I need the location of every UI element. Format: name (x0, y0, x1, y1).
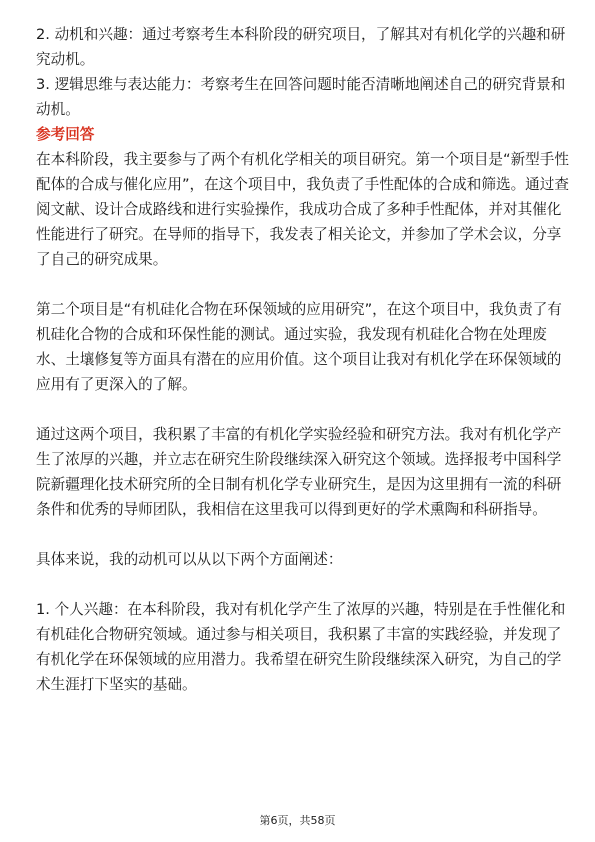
paragraph-3 (36, 422, 566, 522)
text-line: 2. 动机和兴趣：通过考察考生本科阶段的研究项目，了解其对有机化学的兴趣和研 (36, 26, 566, 43)
text-line: 具体来说，我的动机可以从以下两个方面阐述： (36, 551, 343, 568)
text-line: 术生涯打下坚实的基础。 (36, 676, 197, 693)
text-line: 条件和优秀的导师团队，我相信在这里我可以得到更好的学术熏陶和科研指导。 (36, 501, 547, 518)
paragraph-2 (36, 297, 566, 397)
paragraph-gap (36, 272, 566, 297)
text-line: 有机化学在环保领域的应用潜力。我希望在研究生阶段继续深入研究，为自己的学 (36, 651, 562, 668)
text-line: 3. 逻辑思维与表达能力：考察考生在回答问题时能否清晰地阐述自己的研究背景和 (36, 76, 566, 93)
text-line: 第二个项目是“有机硅化合物在环保领域的应用研究”，在这个项目中，我负责了有 (36, 301, 562, 318)
answer-heading: 参考回答 (36, 126, 95, 143)
text-line: 了自己的研究成果。 (36, 251, 168, 268)
text-line: 动机。 (36, 101, 80, 118)
point-3 (36, 72, 566, 122)
text-line: 院新疆理化技术研究所的全日制有机化学专业研究生，是因为这里拥有一流的科研 (36, 476, 562, 493)
text-line: 机硅化合物的合成和环保性能的测试。通过实验，我发现有机硅化合物在处理废 (36, 326, 547, 343)
page-number: 第6页，共58页 (259, 814, 336, 827)
paragraph-1 (36, 147, 569, 272)
text-line: 性能进行了研究。在导师的指导下，我发表了相关论文，并参加了学术会议，分享 (36, 226, 562, 243)
paragraph-gap (36, 522, 566, 547)
document-page (36, 22, 569, 697)
text-line: 水、土壤修复等方面具有潜在的应用价值。这个项目让我对有机化学在环保领域的 (36, 351, 562, 368)
text-line: 在本科阶段，我主要参与了两个有机化学相关的项目研究。第一个项目是“新型手性 (36, 151, 569, 168)
text-line: 究动机。 (36, 51, 95, 68)
text-line: 有机硅化合物研究领域。通过参与相关项目，我积累了丰富的实践经验，并发现了 (36, 626, 562, 643)
paragraph-4 (36, 547, 566, 572)
text-line: 阅文献、设计合成路线和进行实验操作，我成功合成了多种手性配体，并对其催化 (36, 201, 562, 218)
text-line: 生了浓厚的兴趣，并立志在研究生阶段继续深入研究这个领域。选择报考中国科学 (36, 451, 562, 468)
paragraph-5 (36, 597, 566, 697)
paragraph-gap (36, 572, 566, 597)
text-line: 1. 个人兴趣：在本科阶段，我对有机化学产生了浓厚的兴趣，特别是在手性催化和 (36, 601, 566, 618)
point-2 (36, 22, 566, 72)
text-line: 配体的合成与催化应用”，在这个项目中，我负责了手性配体的合成和筛选。通过查 (36, 176, 569, 193)
text-line: 应用有了更深入的了解。 (36, 376, 197, 393)
text-line: 通过这两个项目，我积累了丰富的有机化学实验经验和研究方法。我对有机化学产 (36, 426, 562, 443)
paragraph-gap (36, 397, 566, 422)
